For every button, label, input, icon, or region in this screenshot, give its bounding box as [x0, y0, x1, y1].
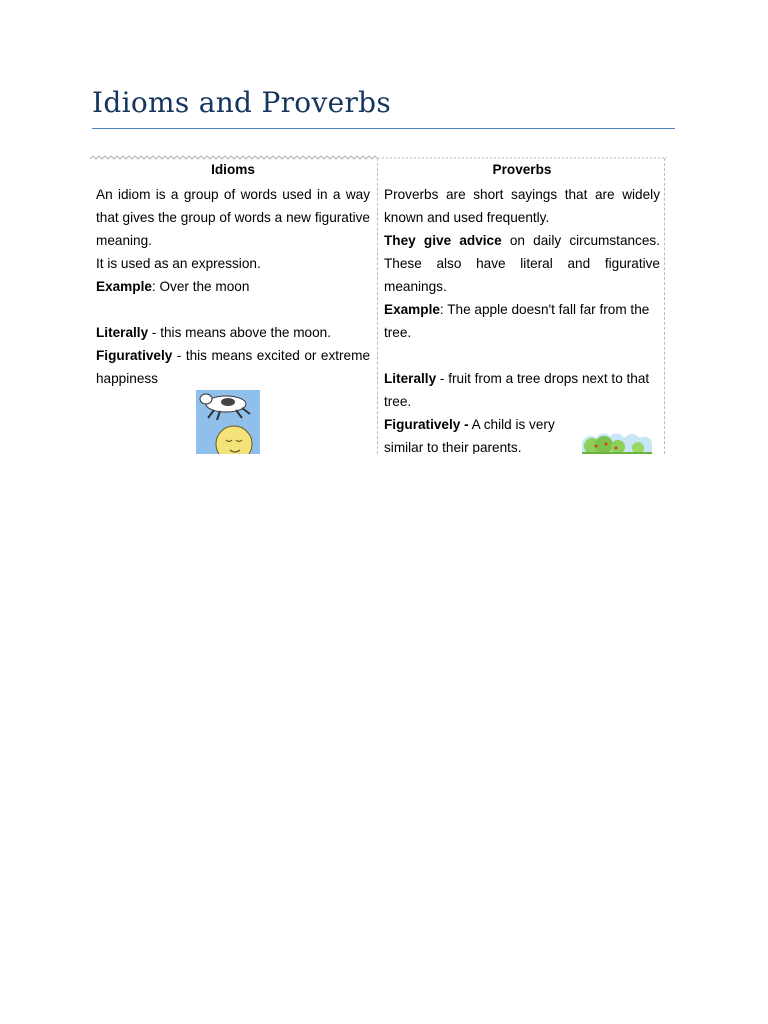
column-divider — [377, 158, 378, 454]
idioms-usage: It is used as an expression. — [96, 256, 261, 271]
proverbs-advice-label: They give advice — [384, 233, 502, 248]
idioms-figurative — [96, 344, 370, 390]
proverbs-literal-text: - fruit from a tree drops next to that tree. — [384, 371, 650, 409]
idioms-example-text: : Over the moon — [151, 279, 250, 294]
tree-foliage — [595, 436, 613, 454]
proverbs-figurative-label: Figuratively - — [384, 417, 469, 432]
table-right-border — [664, 158, 665, 454]
cow-head — [200, 394, 212, 404]
grass — [582, 452, 652, 454]
idioms-figurative-text: - this means excited or extreme happiness — [96, 348, 370, 386]
zigzag-line — [90, 156, 378, 159]
apple — [615, 447, 618, 450]
idioms-definition: An idiom is a group of words used in a way that gives the group of words a new figurative meaning. — [96, 187, 370, 248]
blank-line — [384, 344, 660, 367]
proverbs-figurative — [384, 413, 574, 454]
proverbs-column — [384, 161, 660, 454]
tree-foliage — [611, 440, 625, 454]
proverbs-advice-text: on daily circumstances. These also have literal and figurative meanings. — [384, 233, 660, 294]
idioms-column — [96, 161, 370, 390]
idioms-example — [96, 275, 370, 298]
proverbs-example — [384, 298, 660, 344]
apple-tree-icon — [578, 426, 656, 454]
cow-spot — [221, 398, 235, 406]
apple — [605, 443, 608, 446]
cow-jumping-over-moon-icon — [196, 390, 260, 454]
proverbs-advice — [384, 229, 660, 298]
apple — [595, 445, 598, 448]
proverbs-example-text: : The apple doesn't fall far from the tree. — [384, 302, 650, 340]
idioms-literal-label: Literally — [96, 325, 149, 340]
idioms-heading: Idioms — [211, 162, 255, 177]
proverbs-example-label: Example — [384, 302, 440, 317]
idioms-literal — [96, 321, 370, 344]
comparison-table-image — [90, 154, 667, 454]
proverbs-literal — [384, 367, 660, 413]
proverbs-definition: Proverbs are short sayings that are widely known and used frequently. — [384, 187, 660, 225]
idioms-example-label: Example — [96, 279, 152, 294]
idioms-figurative-label: Figuratively — [96, 348, 173, 363]
proverbs-literal-label: Literally — [384, 371, 437, 386]
page-title: Idioms and Proverbs — [92, 86, 392, 119]
idioms-literal-text: - this means above the moon. — [148, 325, 331, 340]
blank-line — [96, 298, 370, 321]
proverbs-figurative-text: A child is very similar to their parents. — [384, 417, 555, 454]
proverbs-heading: Proverbs — [492, 162, 552, 177]
title-underline — [92, 128, 675, 129]
